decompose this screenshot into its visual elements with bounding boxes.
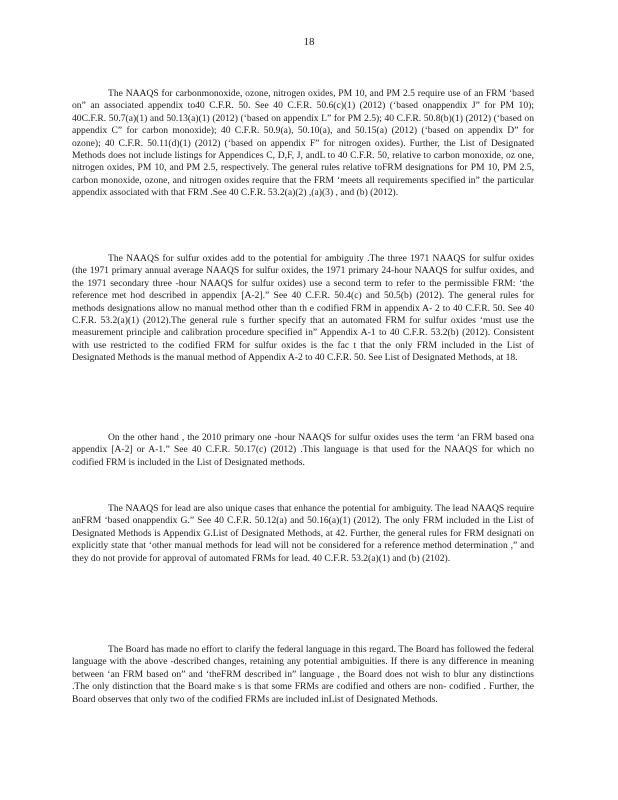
paragraph-naaqs-sulfur-oxides-1971: The NAAQS for sulfur oxides add to the potential for ambiguity .The three 1971 NAAQS for sulfur oxides (the 1971 primary annual average NAAQS for sulfur oxides, the 1971 primary 24-hour NAAQS for sulfur oxides, and the 1971 secondary three -hour NAAQS for sulfur oxides) use a second term to refer to the permissible FRM: ‘the reference met hod described in appendix [A-2].” See 40 C.F.R. 50.4(c) and 50.5(b) (2012). The general rules for methods designations allow no manual method other than th e codified FRM in appendix A- 2 to 40 C.F.R. 50. See 40 C.F.R. 53.2(a)(1) (2012).The general rule s further specify that an automated FRM for sulfur oxides ‘must use the measurement principle and calibration procedure specified in” Appendix A-1 to 40 C.F.R. 53.2(b) (2012). Consistent with use restricted to the codified FRM for sulfur oxides is the fac t that the only FRM included in the List of Designated Methods is the manual method of Appendix A-2 to 40 C.F.R. 50. See List of Designated Methods, at 18. [72,253,534,364]
paragraph-naaqs-sulfur-oxides-2010: On the other hand , the 2010 primary one -hour NAAQS for sulfur oxides uses the term ‘an FRM based ona appendix [A-2] or A-1.” See 40 C.F.R. 50.17(c) (2012) .This language is that used for the NAAQS for which no codified FRM is included in the List of Designated methods. [72,432,534,468]
paragraph-board-position: The Board has made no effort to clarify the federal language in this regard. The Board has followed the federal language with the above -described changes, retaining any potential ambiguities. If there is any difference in meaning between ‘an FRM based on” and ‘theFRM described in” language , the Board does not wish to blur any distinctions .The only distinction that the Board make s is that some FRMs are codified and others are non- codified . Further, the Board observes that only two of the codified FRMs are included inList of Designated Methods. [72,644,534,705]
page-number: 18 [303,36,315,48]
paragraph-naaqs-co-ozone-nox-pm: The NAAQS for carbonmonoxide, ozone, nitrogen oxides, PM 10, and PM 2.5 require use of an FRM ‘based on” an associated appendix to40 C.F.R. 50. See 40 C.F.R. 50.6(c)(1) (2012) (‘based onappendix J” for PM 10); 40C.F.R. 50.7(a)(1) and 50.13(a)(1) (2012) (‘based on appendix L” for PM 2.5); 40 C.F.R. 50.8(b)(1) (2012) (‘based on appendix C” for carbon monoxide); 40 C.F.R. 50.9(a), 50.10(a), and 50.15(a) (2012) (‘based on appendix D” for ozone); 40 C.F.R. 50.11(d)(1) (2012) (‘based on appendix F” for nitrogen oxides). Further, the List of Designated Methods does not include listings for Appendices C, D,F, J, andL to 40 C.F.R. 50, relative to carbon monoxide, oz one, nitrogen oxides, PM 10, and PM 2.5, respectively. The general rules relative toFRM designations for PM 10, PM 2.5, carbon monoxide, ozone, and nitrogen oxides require that the FRM ‘meets all requirements specified in” the particular appendix associated with that FRM .See 40 C.F.R. 53.2(a)(2) ,(a)(3) , and (b) (2012). [72,88,534,199]
paragraph-naaqs-lead: The NAAQS for lead are also unique cases that enhance the potential for ambiguity. The lead NAAQS require anFRM ‘based onappendix G.” See 40 C.F.R. 50.12(a) and 50.16(a)(1) (2012). The only FRM included in the List of Designated Methods is Appendix G.List of Designated Methods, at 42. Further, the general rules for FRM designati on explicitly state that ‘other manual methods for lead will not be considered for a reference method determination ,” and they do not provide for approval of automated FRMs for lead. 40 C.F.R. 53.2(a)(1) and (b) (2102). [72,503,534,564]
